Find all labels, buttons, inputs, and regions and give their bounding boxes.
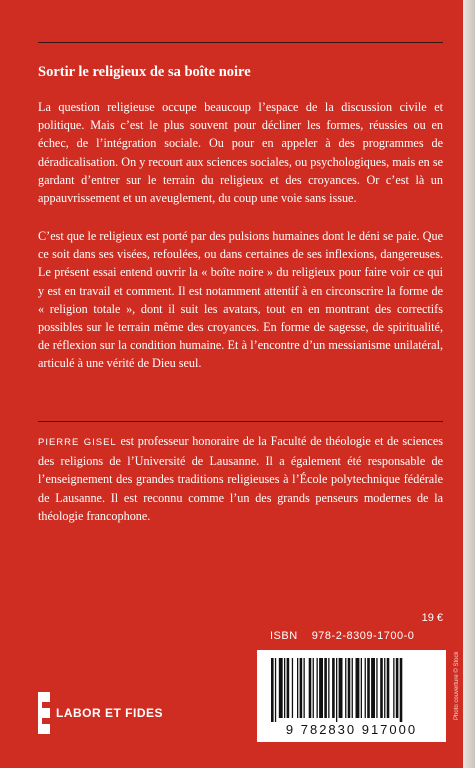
barcode-bar (324, 658, 327, 718)
barcode-bar (345, 658, 346, 718)
barcode-bar (339, 658, 343, 718)
top-divider (38, 42, 443, 43)
barcode-bar (332, 658, 335, 718)
isbn-value: 978-2-8309-1700-0 (311, 630, 415, 642)
barcode-bar (384, 658, 385, 718)
barcode-bar (328, 658, 329, 718)
book-subtitle-heading: Sortir le religieux de sa boîte noire (38, 64, 251, 80)
blurb-paragraph-1: La question religieuse occupe beaucoup l’espace de la discussion civile et politique. Mais c’est le plus souvent pour décliner les formes, réussies ou en échec, de l’intégration sociale. Ou pour en appeler à des programmes de déradicalisation. On y recourt aux sciences sociales, ou psychologiques, mais en se gardant d’entrer sur le terrain du religieux et des croyances. Or c’est là un appauvrissement et un aveuglement, du coup une voie sans issue. (38, 100, 443, 206)
barcode-bar (313, 658, 314, 718)
barcode (257, 650, 446, 742)
barcode-bar (367, 658, 370, 718)
author-bio-text: est professeur honoraire de la Faculté de théologie et de sciences des religions de l’Université de Lausanne. Il a également été responsable de l’enseignement des grandes traditions religieuses à l’École polytechnique fédérale de Lausanne. Il est reconnu comme l’un des grands penseurs modernes de la théologie francophone. (38, 434, 443, 523)
barcode-bar (365, 658, 366, 718)
barcode-bar (319, 658, 323, 718)
barcode-bar (284, 658, 285, 718)
publisher-name: LABOR ET FIDES (56, 706, 164, 720)
barcode-bar (348, 658, 351, 718)
barcode-bar (271, 658, 274, 722)
barcode-bar (279, 658, 283, 718)
barcode-bar (352, 658, 353, 718)
barcode-bar (304, 658, 305, 718)
barcode-bar (400, 658, 403, 722)
barcode-bar (336, 658, 337, 722)
barcode-bar (287, 658, 290, 718)
barcode-bar (292, 658, 293, 718)
author-bio (38, 432, 443, 525)
middle-divider (38, 421, 443, 422)
barcode-bar (309, 658, 312, 718)
barcode-bar (393, 658, 394, 718)
publisher-logo (38, 692, 163, 734)
barcode-bar (371, 658, 375, 718)
barcode-bar (300, 658, 303, 718)
photo-credit: Photo couverture © Stock (454, 651, 460, 720)
barcode-bar (396, 658, 399, 718)
isbn-label: ISBN (270, 630, 298, 642)
barcode-bar (356, 658, 360, 718)
barcode-bars-icon (257, 650, 446, 722)
barcode-bar (297, 658, 298, 718)
barcode-bar (361, 658, 362, 718)
page-edge (463, 0, 475, 768)
publisher-logo-mark-icon (38, 692, 50, 734)
barcode-bar (376, 658, 377, 718)
author-name: PIERRE GISEL (38, 437, 117, 448)
barcode-bar (317, 658, 318, 718)
blurb-paragraph-2: C’est que le religieux est porté par des pulsions humaines dont le déni se paie. Que ce soit dans ses visées, refoulées, ou dans certaines de ses inflexions, dangereuses. Le présent essai entend ouvrir la « boîte noire » du religieux pour faire voir ce qui y est en travail et comment. Il est notamment attentif à en circonscrire la forme de « religion totale », dont il suit les avatars, tout en en montrant des correctifs possibles sur le terrain même des croyances. En forme de sagesse, de spiritualité, de réflexion sur la condition humaine. Et à l’encontre d’un messianisme unilatéral, articulé à une vérité de Dieu seul. (38, 229, 443, 371)
price: 19 € (421, 612, 443, 624)
barcode-digits: 9 782830 917000 (285, 722, 418, 737)
barcode-bar (387, 658, 390, 718)
isbn-line (270, 630, 414, 642)
barcode-bar (380, 658, 383, 718)
barcode-bar (275, 658, 276, 722)
